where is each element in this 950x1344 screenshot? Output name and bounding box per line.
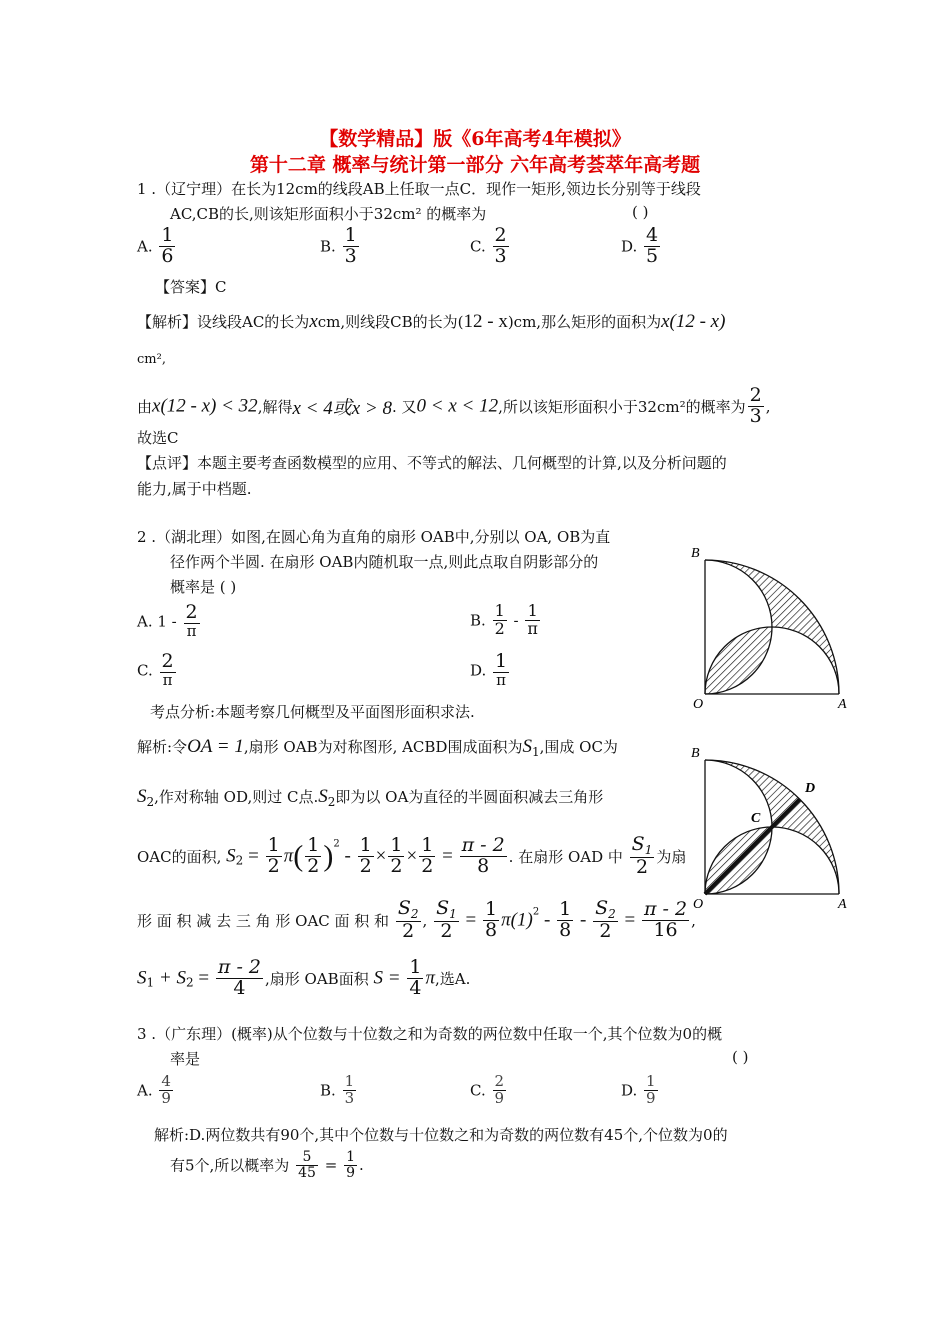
math: S bbox=[595, 897, 609, 919]
frac-num bbox=[396, 899, 421, 922]
frac-den: 3 bbox=[749, 404, 762, 427]
q1-line2: AC,CB的长,则该矩形面积小于32cm² 的概率为 bbox=[170, 205, 487, 223]
frac-den: 9 bbox=[494, 1088, 505, 1107]
frac-den: 8 bbox=[485, 918, 498, 941]
paren: ( bbox=[293, 839, 304, 873]
text: , bbox=[765, 397, 771, 416]
paren: ) bbox=[323, 839, 334, 873]
text: , bbox=[691, 911, 696, 930]
frac-num: π - 2 bbox=[461, 833, 505, 856]
frac-den: 2 bbox=[421, 854, 434, 877]
q1-line1: 1 .（辽宁理）在长为12cm的线段AB上任取一点C．现作一矩形,领边长分别等于线段 bbox=[137, 180, 701, 198]
q2-sol-line1 bbox=[137, 736, 618, 759]
frac-den: 9 bbox=[646, 1088, 656, 1107]
frac bbox=[642, 897, 689, 941]
frac-den: 45 bbox=[298, 1164, 316, 1181]
math: - bbox=[543, 909, 551, 931]
q1-option-c-label: C. bbox=[470, 237, 486, 256]
q1-option-b bbox=[320, 226, 361, 267]
frac-num: 1 bbox=[494, 601, 505, 620]
math: = bbox=[248, 845, 259, 867]
frac-num: 2 bbox=[749, 384, 762, 406]
q1-analysis bbox=[137, 311, 725, 333]
label-b: B bbox=[691, 546, 700, 561]
q3-option-b bbox=[320, 1074, 358, 1107]
frac-den: 2 bbox=[307, 854, 320, 877]
math: - bbox=[579, 909, 587, 931]
shaded-lens bbox=[705, 627, 772, 694]
label-o: O bbox=[693, 897, 704, 912]
text: 解析:令 bbox=[137, 738, 188, 756]
text: ,扇形 OAB面积 bbox=[265, 969, 369, 988]
q2-point-analysis: 考点分析:本题考察几何概型及平面图形面积求法. bbox=[150, 703, 475, 721]
frac-num bbox=[593, 899, 618, 922]
frac-num: 1 bbox=[161, 224, 174, 246]
frac-den: 2 bbox=[599, 919, 612, 942]
q2-option-c-label: C. bbox=[137, 661, 153, 680]
frac-num: 1 bbox=[307, 833, 320, 856]
math: × bbox=[406, 845, 418, 867]
frac-num bbox=[630, 835, 655, 858]
frac-den: π bbox=[496, 670, 507, 689]
frac bbox=[388, 833, 404, 877]
q3-option-d-label: D. bbox=[621, 1081, 638, 1100]
frac bbox=[296, 1150, 318, 1180]
q3-option-a-frac bbox=[159, 1074, 173, 1107]
q2-figure-sector bbox=[685, 540, 855, 712]
frac bbox=[493, 603, 507, 638]
q2-option-a bbox=[137, 603, 202, 640]
frac-den: 9 bbox=[346, 1164, 355, 1181]
q1-answer: 【答案】C bbox=[155, 278, 227, 296]
frac-den: 2 bbox=[440, 919, 453, 942]
q2-line1: 2 .（湖北理）如图,在圆心角为直角的扇形 OAB中,分别以 OA, OB为直 bbox=[137, 528, 611, 546]
text: ,解得 bbox=[257, 397, 293, 416]
q2-sol-line3 bbox=[137, 835, 686, 878]
superscript: 2 bbox=[333, 838, 340, 850]
frac-den: π bbox=[162, 670, 173, 689]
q1-option-b-frac bbox=[343, 226, 359, 267]
q3-line1: 3 .（广东理）(概率)从个位数与十位数之和为奇数的两位数中任取一个,其个位数为0的概 bbox=[137, 1025, 723, 1043]
q1-solution-line bbox=[137, 386, 770, 427]
text: ,选A. bbox=[434, 969, 471, 988]
q1-comment-2: 能力,属于中档题. bbox=[137, 480, 252, 498]
q1-option-c bbox=[470, 226, 511, 267]
frac-den: 2 bbox=[494, 618, 505, 638]
frac-den: 8 bbox=[559, 918, 572, 941]
math: S bbox=[631, 833, 645, 855]
q2-option-d bbox=[470, 652, 511, 689]
math: 12 - x bbox=[463, 311, 508, 332]
q2-option-a-label: A. 1 - bbox=[137, 612, 177, 631]
math: × bbox=[375, 845, 387, 867]
q1-option-d-label: D. bbox=[621, 237, 638, 256]
frac-den: 8 bbox=[477, 854, 490, 877]
text: . 又 bbox=[391, 397, 417, 416]
frac bbox=[344, 1150, 357, 1180]
q1-option-a-frac bbox=[159, 226, 175, 267]
q3-option-c-frac bbox=[493, 1074, 507, 1107]
text: , bbox=[422, 911, 428, 930]
text: )cm,那么矩形的面积为 bbox=[507, 313, 662, 331]
q3-option-a bbox=[137, 1074, 175, 1107]
frac bbox=[419, 833, 435, 877]
q2-figure-sector-2 bbox=[685, 740, 855, 912]
frac-num: 1 bbox=[346, 1149, 355, 1165]
math: S bbox=[397, 897, 411, 919]
frac-den: 4 bbox=[233, 976, 246, 999]
q3-option-a-label: A. bbox=[137, 1081, 153, 1100]
frac-den: 6 bbox=[161, 244, 174, 267]
math: S bbox=[226, 845, 236, 867]
chapter-title: 第十二章 概率与统计第一部分 六年高考荟萃年高考题 bbox=[249, 154, 701, 176]
frac-num: 1 bbox=[559, 897, 572, 920]
text: - bbox=[513, 611, 519, 630]
text: . bbox=[358, 1156, 364, 1175]
label-a: A bbox=[838, 897, 847, 912]
math: - bbox=[344, 845, 351, 867]
text: cm,则线段CB的长为( bbox=[317, 313, 464, 331]
q1-option-a bbox=[137, 226, 177, 267]
math: x(12 - x) < 32 bbox=[152, 395, 258, 417]
text: 为扇 bbox=[656, 847, 687, 866]
math: S bbox=[137, 967, 147, 989]
frac-num: 4 bbox=[161, 1072, 171, 1090]
q1-unit: cm², bbox=[137, 352, 166, 367]
q2-option-d-label: D. bbox=[470, 661, 487, 680]
frac bbox=[305, 833, 321, 877]
text: 形 面 积 减 去 三 角 形 OAC 面 积 和 bbox=[137, 911, 390, 930]
frac-num: 1 bbox=[359, 833, 372, 856]
math: x(12 - x) bbox=[661, 311, 726, 332]
frac-num: 2 bbox=[161, 650, 174, 672]
math: + S bbox=[158, 967, 186, 989]
math: S bbox=[436, 897, 450, 919]
math: = bbox=[198, 967, 210, 989]
q3-option-b-frac bbox=[343, 1074, 357, 1107]
math: 0 < x < 12 bbox=[416, 395, 499, 417]
q1-option-d-frac bbox=[644, 226, 660, 267]
frac bbox=[525, 603, 540, 638]
superscript: 2 bbox=[532, 906, 540, 918]
frac bbox=[407, 958, 423, 999]
frac-num bbox=[434, 899, 459, 922]
math: S = bbox=[373, 967, 401, 989]
q3-option-d-frac bbox=[644, 1074, 658, 1107]
frac bbox=[460, 833, 507, 877]
frac-num: 4 bbox=[646, 224, 659, 246]
q3-paren: ( ) bbox=[732, 1048, 749, 1066]
math: S bbox=[137, 786, 147, 807]
q1-prob-frac bbox=[748, 386, 764, 427]
math: π(1) bbox=[501, 909, 533, 931]
label-c: C bbox=[751, 811, 761, 826]
frac-den: 3 bbox=[344, 244, 357, 267]
frac-num: 1 bbox=[421, 833, 434, 856]
frac bbox=[557, 897, 573, 941]
subscript: 1 bbox=[531, 745, 540, 759]
frac-den: 3 bbox=[494, 244, 507, 267]
frac-num: π - 2 bbox=[644, 897, 688, 920]
q2-option-b bbox=[470, 603, 542, 638]
math: = bbox=[624, 909, 636, 931]
label-a: A bbox=[838, 697, 847, 712]
subscript: 1 bbox=[644, 843, 653, 857]
frac-num: 2 bbox=[185, 601, 198, 623]
frac bbox=[493, 652, 509, 689]
math: = bbox=[442, 845, 453, 867]
subscript: 2 bbox=[608, 907, 616, 921]
q1-option-b-label: B. bbox=[320, 237, 336, 256]
math: π bbox=[425, 967, 435, 989]
frac-den: π bbox=[186, 621, 197, 640]
subscript: 1 bbox=[449, 907, 457, 921]
frac bbox=[396, 899, 421, 942]
frac-num: 5 bbox=[296, 1150, 318, 1166]
q1-option-d bbox=[621, 226, 662, 267]
q3-option-d bbox=[621, 1074, 660, 1107]
subscript: 2 bbox=[146, 795, 155, 809]
q3-option-c-label: C. bbox=[470, 1081, 486, 1100]
text: ,扇形 OAB为对称图形, ACBD围成面积为 bbox=[243, 738, 523, 756]
math: x < 4或x > 8 bbox=[292, 397, 392, 419]
label-b: B bbox=[691, 746, 700, 761]
text: OAC的面积, bbox=[137, 847, 222, 866]
q2-sol-line2 bbox=[137, 786, 603, 809]
frac bbox=[483, 897, 499, 941]
q3-solution-line1: 解析:D.两位数共有90个,其中个位数与十位数之和为奇数的两位数有45个,个位数为0的 bbox=[154, 1126, 728, 1144]
q3-option-b-label: B. bbox=[320, 1081, 336, 1100]
q3-solution-line2 bbox=[170, 1150, 364, 1180]
math: = bbox=[465, 909, 477, 931]
frac-den: 2 bbox=[359, 854, 372, 877]
text: ,围成 OC为 bbox=[539, 738, 618, 756]
frac-num: 1 bbox=[267, 833, 280, 856]
text: = bbox=[324, 1156, 338, 1175]
q3-option-c bbox=[470, 1074, 508, 1107]
q1-option-a-label: A. bbox=[137, 237, 153, 256]
math: S bbox=[318, 786, 328, 807]
frac-den: 9 bbox=[161, 1088, 171, 1107]
q1-comment-1: 【点评】本题主要考查函数模型的应用、不等式的解法、几何概型的计算,以及分析问题的 bbox=[137, 454, 727, 472]
frac-den: 2 bbox=[267, 854, 280, 877]
subscript: 2 bbox=[327, 795, 336, 809]
page-title: 【数学精品】版《6年高考4年模拟》 bbox=[319, 128, 631, 150]
frac-num: π - 2 bbox=[217, 956, 261, 978]
q2-sol-line5 bbox=[137, 958, 470, 999]
text: ,作对称轴 OD,则过 C点. bbox=[154, 788, 319, 806]
frac-den: 2 bbox=[402, 919, 415, 942]
math: x bbox=[309, 311, 318, 332]
q2-option-b-label: B. bbox=[470, 611, 486, 630]
q3-line2: 率是 bbox=[170, 1050, 201, 1068]
frac-num: 1 bbox=[344, 224, 357, 246]
subscript: 2 bbox=[410, 907, 419, 921]
frac bbox=[630, 835, 655, 878]
frac-num: 1 bbox=[485, 897, 498, 920]
frac-num: 2 bbox=[494, 224, 507, 246]
subscript: 2 bbox=[235, 853, 244, 868]
frac-den: 3 bbox=[344, 1088, 355, 1107]
frac-den: π bbox=[527, 618, 538, 638]
math: OA = 1 bbox=[187, 736, 244, 757]
text: 即为以 OA为直径的半圆面积减去三角形 bbox=[335, 788, 604, 806]
frac-num: 1 bbox=[525, 603, 540, 621]
math: S bbox=[522, 736, 532, 757]
frac-num: 1 bbox=[390, 833, 403, 856]
frac bbox=[593, 899, 618, 942]
q1-option-c-frac bbox=[493, 226, 509, 267]
q2-line2: 径作两个半圆. 在扇形 OAB内随机取一点,则此点取自阴影部分的 bbox=[170, 553, 599, 571]
frac-num: 1 bbox=[409, 956, 422, 978]
q1-paren: ( ) bbox=[632, 203, 649, 221]
q1-choose: 故选C bbox=[137, 429, 179, 447]
text: 有5个,所以概率为 bbox=[170, 1156, 290, 1175]
text: 【解析】设线段AC的长为 bbox=[137, 313, 310, 331]
math: π bbox=[283, 845, 294, 867]
frac-den: 16 bbox=[653, 918, 678, 941]
text: . 在扇形 OAD 中 bbox=[508, 847, 623, 866]
frac bbox=[358, 833, 374, 877]
q2-sol-line4 bbox=[137, 899, 696, 942]
frac-den: 4 bbox=[409, 976, 422, 999]
frac-num: 2 bbox=[494, 1072, 505, 1090]
frac bbox=[434, 899, 459, 942]
frac-num: 1 bbox=[646, 1072, 656, 1090]
frac-num: 1 bbox=[495, 650, 508, 672]
frac bbox=[266, 833, 282, 877]
q2-line3: 概率是 ( ) bbox=[170, 578, 237, 596]
frac-den: 2 bbox=[635, 855, 649, 878]
frac bbox=[160, 652, 176, 689]
frac-num: 1 bbox=[344, 1072, 355, 1090]
q2-option-a-frac bbox=[184, 603, 200, 640]
text: 由 bbox=[137, 397, 153, 416]
frac bbox=[216, 958, 263, 999]
label-o: O bbox=[693, 697, 704, 712]
frac-den: 2 bbox=[390, 854, 403, 877]
subscript: 2 bbox=[186, 975, 194, 990]
text: ,所以该矩形面积小于32cm²的概率为 bbox=[498, 397, 746, 416]
q2-option-c bbox=[137, 652, 178, 689]
frac-den: 5 bbox=[646, 244, 659, 267]
subscript: 1 bbox=[146, 975, 155, 990]
label-d: D bbox=[805, 781, 816, 796]
